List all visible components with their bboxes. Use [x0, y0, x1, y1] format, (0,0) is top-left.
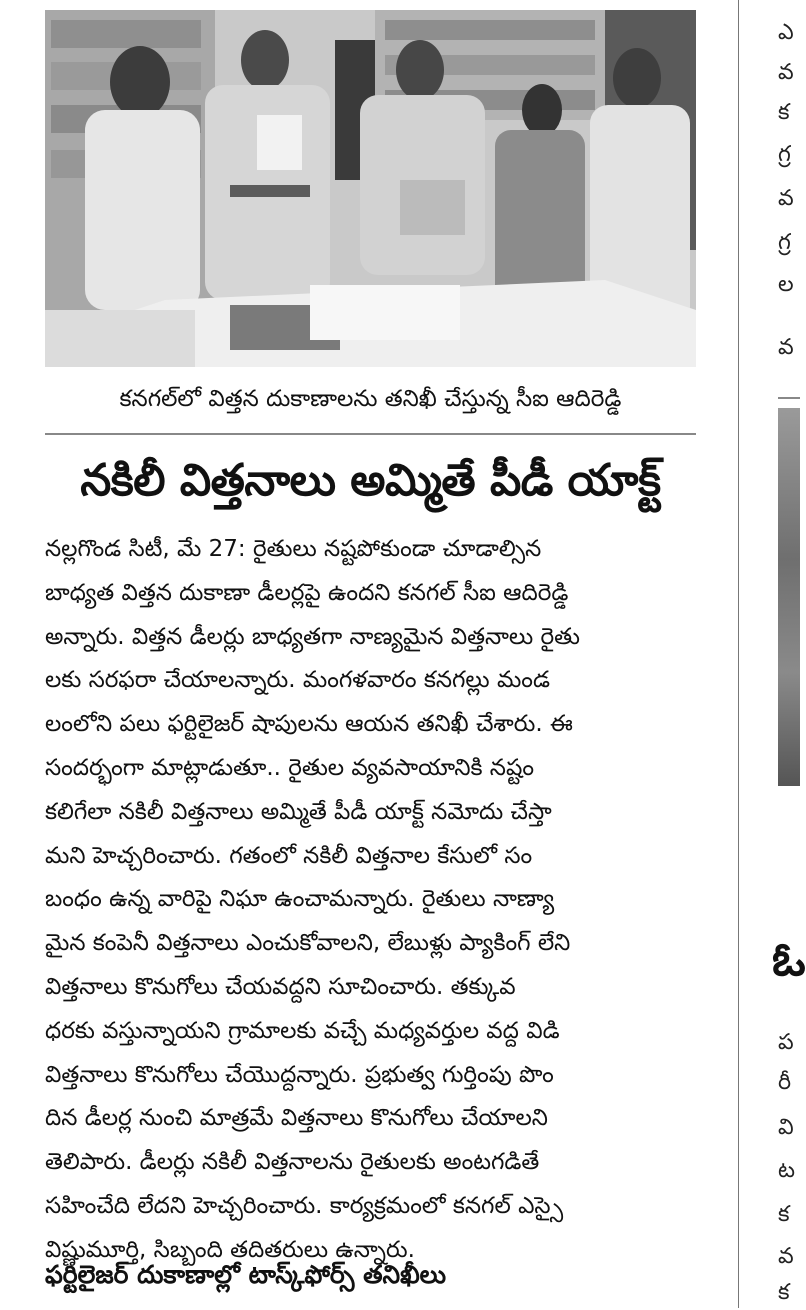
body-line: బాధ్యత విత్తన దుకాణా డీలర్లపై ఉందని కనగల్ సీఐ ఆదిరెడ్డి [45, 579, 569, 606]
adjacent-text-fragment: వి [778, 1115, 794, 1140]
article-body [45, 528, 696, 1273]
adjacent-text-fragment: ప [778, 1030, 794, 1055]
body-line: లంలోని పలు ఫర్టిలైజర్ షాపులను ఆయన తనిఖీ చేశారు. ఈ [45, 711, 573, 738]
shop-inspection-photo [45, 10, 696, 367]
adjacent-text-fragment: క [778, 1280, 790, 1305]
cut-off-line [45, 1298, 696, 1308]
body-line: లకు సరఫరా చేయాలన్నారు. మంగళవారం కనగల్లు మండ [45, 667, 550, 694]
photo-caption: కనగల్‌లో విత్తన దుకాణాలను తనిఖీ చేస్తున్న సీఐ ఆదిరెడ్డి [119, 386, 622, 412]
body-line: విష్ణుమూర్తి, సిబ్బంది తదితరులు ఉన్నారు. [45, 1236, 415, 1263]
body-line: విత్తనాలు కొనుగోలు చేయొద్దన్నారు. ప్రభుత్వ గుర్తింపు పొం [45, 1061, 554, 1088]
body-line: విత్తనాలు కొనుగోలు చేయవద్దని సూచించారు. తక్కువ [45, 973, 516, 1000]
article-subheading: ఫర్టిలైజర్ దుకాణాల్లో టాస్క్‌ఫోర్స్ తనిఖీలు [45, 1260, 447, 1289]
adjacent-text-fragment: క [778, 1202, 790, 1227]
adjacent-text-fragment: గ్ర [778, 230, 791, 255]
adjacent-text-fragment: క [778, 100, 790, 125]
adjacent-text-fragment: ట [778, 1158, 795, 1183]
column-divider [738, 0, 739, 1308]
adjacent-photo-edge [778, 408, 800, 786]
body-line: ధరకు వస్తున్నాయని గ్రామాలకు వచ్చే మధ్యవర్తుల వద్ద విడి [45, 1017, 560, 1044]
adjacent-text-fragment: గ్ర [778, 142, 791, 167]
body-line: నల్లగొండ సిటీ, మే 27: రైతులు నష్టపోకుండా చూడాల్సిన [45, 536, 542, 562]
body-line: అన్నారు. విత్తన డీలర్లు బాధ్యతగా నాణ్యమైన విత్తనాలు రైతు [45, 623, 580, 650]
news-photo [45, 10, 696, 367]
article-headline: నకిలీ విత్తనాలు అమ్మితే పీడీ యాక్ట్ [80, 455, 661, 506]
adjacent-text-fragment: రీ [778, 1070, 792, 1095]
body-line: కలిగేలా నకిలీ విత్తనాలు అమ్మితే పీడీ యాక్ట్ నమోదు చేస్తా [45, 798, 552, 825]
adjacent-text-fragment: వ [778, 1244, 794, 1269]
adjacent-text-fragment: వ [778, 60, 794, 85]
body-line: దిన డీలర్ల నుంచి మాత్రమే విత్తనాలు కొనుగోలు చేయాలని [45, 1105, 548, 1132]
body-line: సహించేది లేదని హెచ్చరించారు. కార్యక్రమంలో కనగల్ ఎస్సై [45, 1192, 564, 1219]
adjacent-text-fragment: వ [778, 335, 794, 360]
body-line: మని హెచ్చరించారు. గతంలో నకిలీ విత్తనాల కేసులో సం [45, 842, 533, 869]
adjacent-rule [778, 397, 800, 399]
adjacent-text-fragment: వ [778, 186, 794, 211]
body-line: మైన కంపెనీ విత్తనాలు ఎంచుకోవాలని, లేబుళ్లు ప్యాకింగ్ లేని [45, 930, 571, 957]
adjacent-headline-fragment: ఓ [772, 932, 806, 986]
body-line: తెలిపారు. డీలర్లు నకిలీ విత్తనాలను రైతులకు అంటగడితే [45, 1149, 540, 1176]
body-line: సందర్భంగా మాట్లాడుతూ.. రైతుల వ్యవసాయానికి నష్టం [45, 754, 535, 781]
caption-divider [45, 433, 696, 435]
adjacent-text-fragment: ల [778, 272, 794, 297]
body-line: బంధం ఉన్న వారిపై నిఘా ఉంచామన్నారు. రైతులు నాణ్యా [45, 886, 555, 913]
adjacent-text-fragment: ఎ [778, 20, 794, 45]
